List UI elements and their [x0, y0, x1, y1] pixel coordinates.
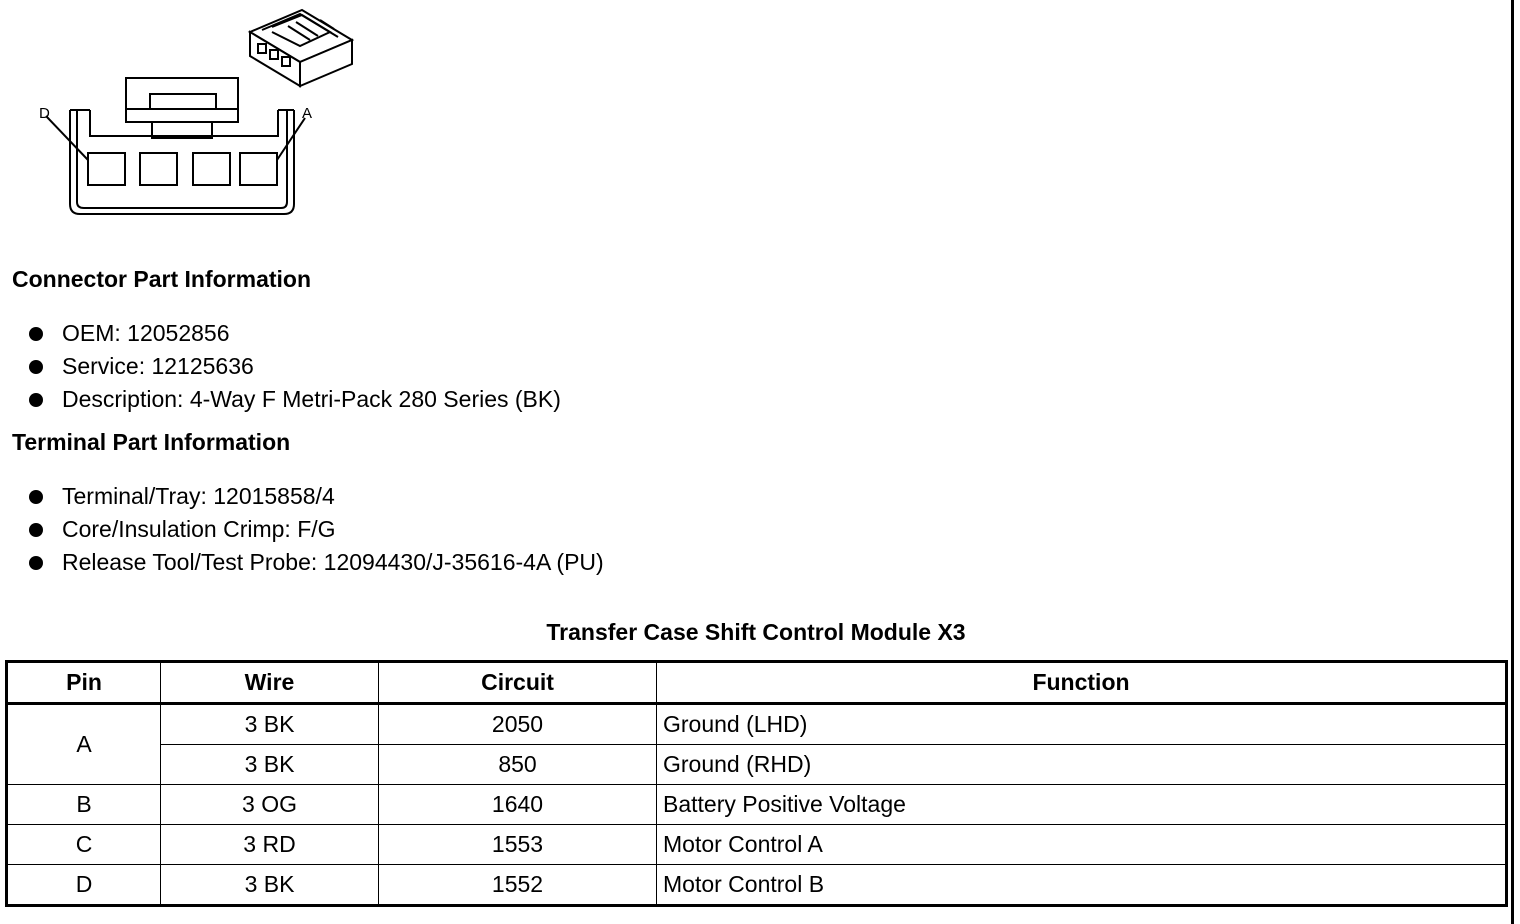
- wire-cell: 3 BK: [161, 704, 379, 745]
- list-item-text: OEM: 12052856: [62, 320, 230, 346]
- connector-diagram: [0, 0, 380, 225]
- column-header-circuit: Circuit: [379, 662, 657, 704]
- circuit-cell: 1640: [379, 785, 657, 825]
- pinout-table: [5, 660, 1508, 907]
- function-cell: Motor Control A: [657, 825, 1507, 865]
- column-header-pin: Pin: [7, 662, 161, 704]
- table-row: [7, 704, 1507, 745]
- circuit-cell: 1553: [379, 825, 657, 865]
- table-row: [7, 785, 1507, 825]
- list-item-text: Terminal/Tray: 12015858/4: [62, 483, 335, 509]
- table-title: Transfer Case Shift Control Module X3: [546, 619, 966, 645]
- function-cell: Ground (RHD): [657, 745, 1507, 785]
- cavity-b: [193, 153, 230, 185]
- list-item: [0, 546, 604, 579]
- pin-label-a: A: [302, 105, 313, 122]
- list-item: [0, 480, 604, 513]
- function-cell: Ground (LHD): [657, 704, 1507, 745]
- table-row: [7, 745, 1507, 785]
- bullet-icon: [29, 393, 43, 407]
- terminal-part-list: [0, 480, 604, 579]
- circuit-cell: 1552: [379, 865, 657, 906]
- function-cell: Battery Positive Voltage: [657, 785, 1507, 825]
- connector-face-view: [46, 78, 305, 214]
- list-item: [0, 350, 561, 383]
- pin-cell: C: [7, 825, 161, 865]
- pin-cell: A: [7, 704, 161, 785]
- pin-label-d: D: [39, 105, 50, 122]
- function-cell: Motor Control B: [657, 865, 1507, 906]
- column-header-wire: Wire: [161, 662, 379, 704]
- list-item: [0, 513, 604, 546]
- connector-part-list: [0, 317, 561, 416]
- bullet-icon: [29, 490, 43, 504]
- cavity-c: [140, 153, 177, 185]
- connector-part-heading: Connector Part Information: [12, 266, 312, 292]
- bullet-icon: [29, 523, 43, 537]
- table-row: [7, 865, 1507, 906]
- list-item: [0, 317, 561, 350]
- connector-isometric-icon: [250, 10, 352, 86]
- wire-cell: 3 RD: [161, 825, 379, 865]
- wire-cell: 3 BK: [161, 865, 379, 906]
- table-row: [7, 825, 1507, 865]
- list-item-text: Service: 12125636: [62, 353, 254, 379]
- wire-cell: 3 BK: [161, 745, 379, 785]
- list-item-text: Release Tool/Test Probe: 12094430/J-35616-4A (PU): [62, 549, 604, 575]
- pin-cell: D: [7, 865, 161, 906]
- circuit-cell: 850: [379, 745, 657, 785]
- pin-cell: B: [7, 785, 161, 825]
- page-right-border: [1511, 0, 1514, 924]
- bullet-icon: [29, 360, 43, 374]
- table-header-row: [7, 662, 1507, 704]
- circuit-cell: 2050: [379, 704, 657, 745]
- terminal-part-heading: Terminal Part Information: [12, 429, 291, 455]
- wire-cell: 3 OG: [161, 785, 379, 825]
- cavity-a: [240, 153, 277, 185]
- list-item-text: Core/Insulation Crimp: F/G: [62, 516, 336, 542]
- column-header-function: Function: [657, 662, 1507, 704]
- bullet-icon: [29, 327, 43, 341]
- bullet-icon: [29, 556, 43, 570]
- list-item: [0, 383, 561, 416]
- list-item-text: Description: 4-Way F Metri-Pack 280 Series (BK): [62, 386, 561, 412]
- cavity-d: [88, 153, 125, 185]
